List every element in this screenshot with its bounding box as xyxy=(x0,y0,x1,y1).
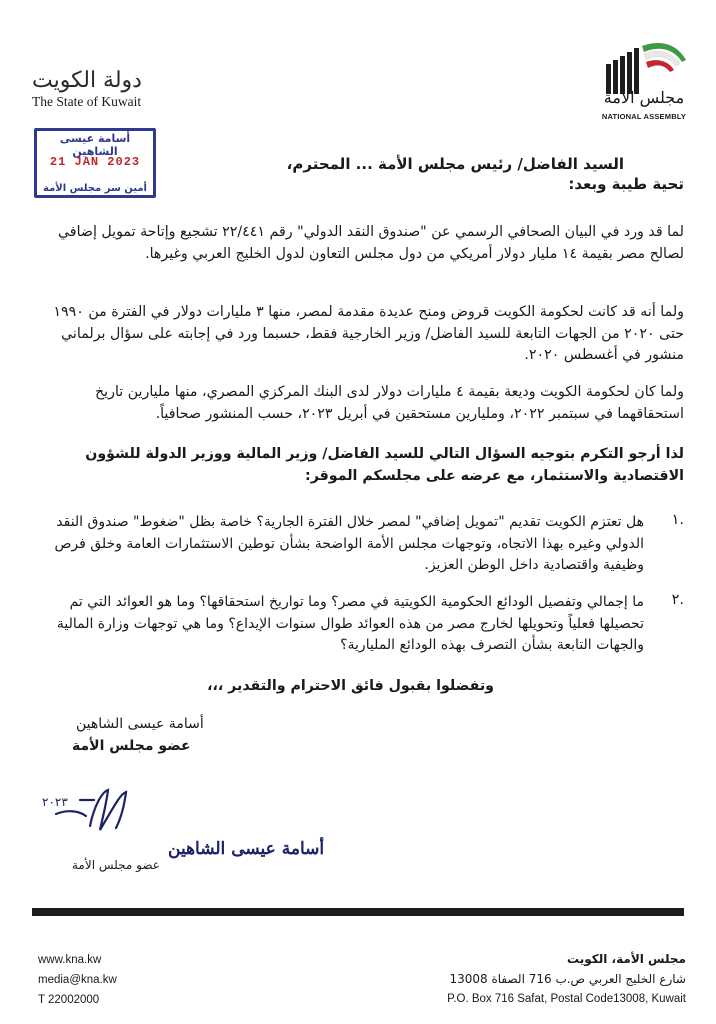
question-number: .٢ xyxy=(671,592,684,608)
salutation: السيد الفاضل/ رئيس مجلس الأمة ... المحترم، xyxy=(286,155,624,173)
question-text: هل تعتزم الكويت تقديم "تمويل إضافي" لمصر خلال الفترة الجارية؟ خاصة بظل "ضغوط" صندوق النقد الدولي وغيره بهذا الاتجاه، وتوجهات مجلس الأمة الواضحة بشأن توطين الاستثمارات العامة وخلق فرص وظيفية واقتصادية داخل الوطن العزيز. xyxy=(54,514,644,573)
signature-date: ٢٠٢٣ xyxy=(42,795,68,809)
signatory-name: أسامة عيسى الشاهين xyxy=(76,716,204,732)
signature-member-caption: عضو مجلس الأمة xyxy=(72,858,160,872)
paragraph-2: ولما أنه قد كانت لحكومة الكويت قروض ومنح عديدة مقدمة لمصر، منها ٣ مليارات دولار في الفترة من ١٩٩٠ حتى ٢٠٢٠ من الجهات التابعة للسيد الفاضل/ وزير الخارجية فقط، حسبما ورد في إجابته على سؤال برلماني منشور في أغسطس ٢٠٢٠. xyxy=(53,304,684,363)
footer-telephone: T 22002000 xyxy=(38,994,100,1006)
footer-website[interactable]: www.kna.kw xyxy=(38,954,102,966)
footer-address-arabic: شارع الخليج العربي ص.ب 716 الصفاة 13008 xyxy=(449,972,686,986)
question-number: .١ xyxy=(671,512,684,528)
handwritten-signature-icon xyxy=(36,770,325,890)
greeting: تحية طيبة وبعد: xyxy=(568,175,684,193)
footer-email[interactable]: media@kna.kw xyxy=(38,974,117,986)
paragraph-1: لما قد ورد في البيان الصحافي الرسمي عن "صندوق النقد الدولي" رقم ٢٢/٤٤١ تشجيع وإتاحة تمويل إضافي لصالح مصر بقيمة ١٤ مليار دولار أمريكي من دول مجلس التعاون لدول الخليج العربي وغيرها. xyxy=(57,224,684,262)
state-name-english: The State of Kuwait xyxy=(32,94,142,109)
state-name-arabic: دولة الكويت xyxy=(32,68,142,93)
question-text: ما إجمالي وتفصيل الودائع الحكومية الكويتية في مصر؟ وما تواريخ استحقاقها؟ وما هو العوائد التي تم تحصيلها فعلياً وتحويلها لخارج مصر من هذه العوائد طوال سنوات الإيداع؟ وما هي توجهات وزارة المالية والجهات التابعة بشأن التصرف بهذه الودائع المليارية؟ xyxy=(56,594,644,653)
stamp-title: أمين سر مجلس الأمة xyxy=(43,183,147,194)
signatory-title: عضو مجلس الأمة xyxy=(72,738,191,754)
closing-line: وتفضلوا بقبول فائق الاحترام والتقدير ،،، xyxy=(207,678,494,694)
paragraph-3: ولما كان لحكومة الكويت وديعة بقيمة ٤ مليارات دولار لدى البنك المركزي المصري، منها مليارين تاريخ استحقاقهما في سبتمبر ٢٠٢٢، ومليارين مستحقين في أبريل ٢٠٢٣، حسب المنشور صحافياً. xyxy=(95,384,684,422)
footer-org-name: مجلس الأمة، الكويت xyxy=(567,952,686,966)
footer-divider xyxy=(32,908,684,916)
stamp-name: أسامة عيسى الشاهين xyxy=(59,132,131,158)
logo-text-english: NATIONAL ASSEMBLY xyxy=(601,112,687,121)
signature-script-name: أسامة عيسى الشاهين xyxy=(168,839,325,859)
footer-address-english: P.O. Box 716 Safat, Postal Code13008, Kuwait xyxy=(447,993,686,1005)
stamp-date: 21 JAN 2023 xyxy=(49,155,141,169)
question-intro: لذا أرجو التكرم بتوجيه السؤال التالي للسيد الفاضل/ وزير المالية ووزير الدولة للشؤون الاقتصادية والاستثمار، مع عرضه على مجلسكم الموقر: xyxy=(85,446,684,484)
logo-text-arabic: مجلس الأمة xyxy=(603,88,685,107)
logo-red-arc xyxy=(646,60,674,72)
